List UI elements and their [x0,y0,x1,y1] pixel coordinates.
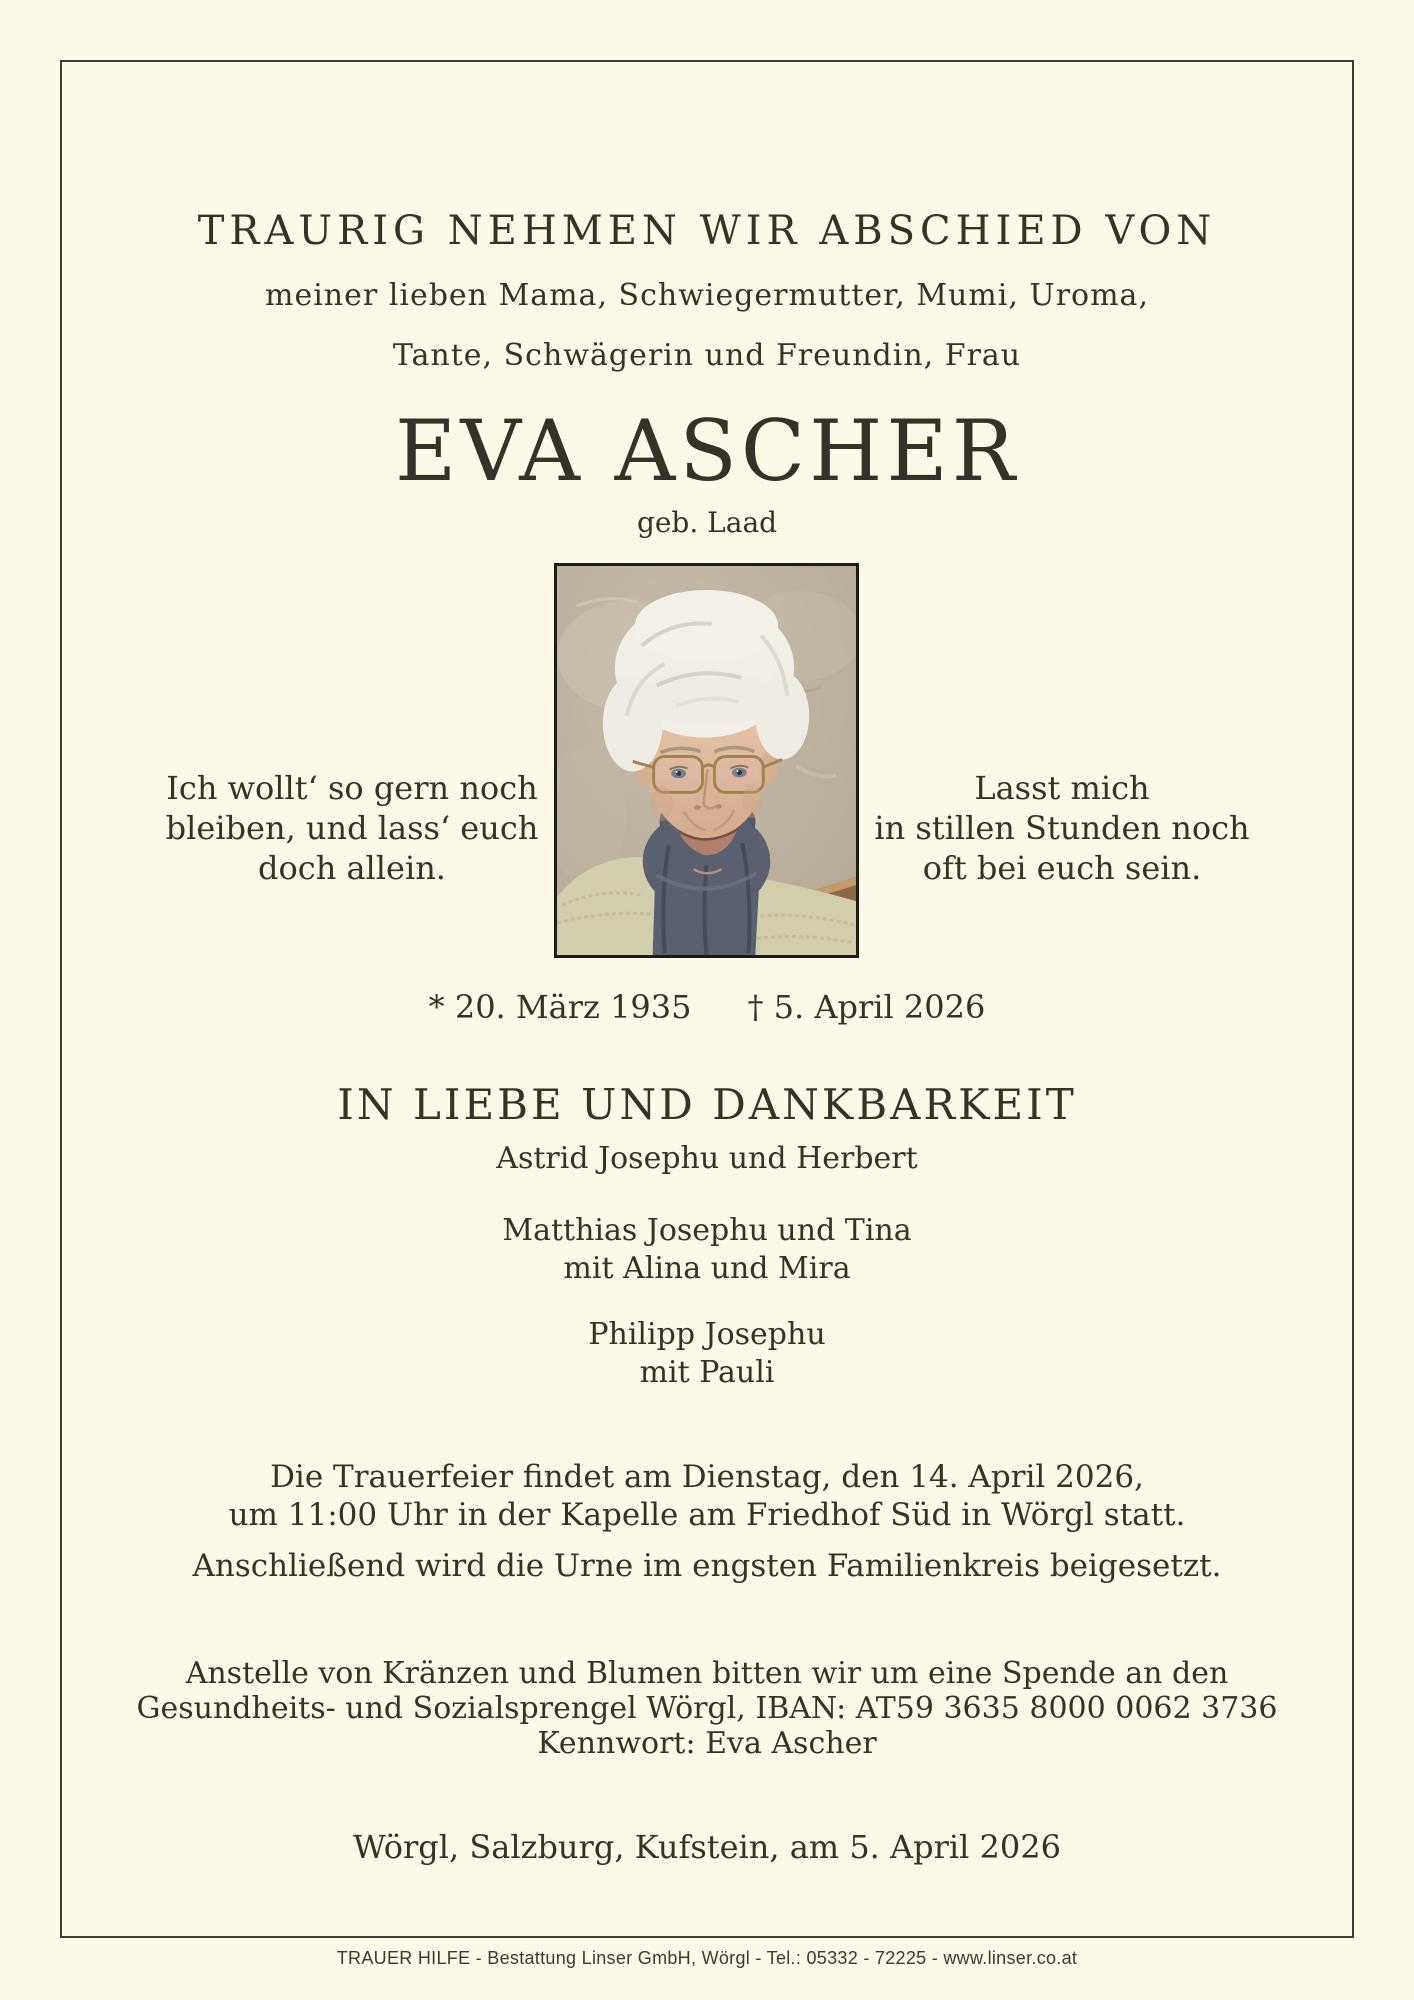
service-line-1: Die Trauerfeier findet am Dienstag, den 14. April 2026, [270,1459,1144,1495]
announcement-header: TRAURIG NEHMEN WIR ABSCHIED VON [197,208,1217,254]
portrait-illustration [557,566,856,955]
verse-left-line-1: Ich wollt‘ so gern noch [166,769,538,807]
donation-line-2: Gesundheits- und Sozialsprengel Wörgl, IBAN: AT59 3635 8000 0062 3736 [136,1691,1278,1726]
family-member-line: Astrid Josephu und Herbert [496,1141,918,1176]
farewell-verse-left [162,768,542,888]
family-member-line: Matthias Josephu und Tina [502,1213,912,1248]
death-date: † 5. April 2026 [747,988,986,1026]
family-group-2 [0,1212,1414,1288]
relations-line-2: Tante, Schwägerin und Freundin, Frau [392,338,1022,373]
family-member-line: mit Alina und Mira [563,1251,851,1286]
verse-right-line-3: oft bei euch sein. [922,849,1202,887]
tribute-header: IN LIEBE UND DANKBARKEIT [337,1080,1077,1129]
donation-line-3: Kennwort: Eva Ascher [537,1726,877,1761]
portrait-photo [554,563,859,958]
service-details [0,1458,1414,1534]
service-line-2: um 11:00 Uhr in der Kapelle am Friedhof Süd in Wörgl statt. [228,1497,1186,1533]
family-group-3 [0,1316,1414,1392]
burial-note: Anschließend wird die Urne im engsten Familienkreis beigesetzt. [192,1548,1222,1584]
funeral-home-footer: TRAUER HILFE - Bestattung Linser GmbH, Wörgl - Tel.: 05332 - 72225 - www.linser.co.at [336,1948,1078,1968]
family-member-line: mit Pauli [639,1355,775,1390]
farewell-verse-right [872,768,1252,888]
verse-left-line-3: doch allein. [258,849,446,887]
donation-request [0,1656,1414,1761]
verse-right-line-2: in stillen Stunden noch [874,809,1250,847]
closing-places-date: Wörgl, Salzburg, Kufstein, am 5. April 2026 [353,1828,1061,1866]
family-member-line: Philipp Josephu [588,1317,826,1352]
life-dates [0,988,1414,1026]
donation-line-1: Anstelle von Kränzen und Blumen bitten wir um eine Spende an den [185,1656,1229,1691]
relations-line-1: meiner lieben Mama, Schwiegermutter, Mumi, Uroma, [265,278,1149,313]
verse-right-line-1: Lasst mich [974,769,1150,807]
verse-left-line-2: bleiben, und lass‘ euch [165,809,539,847]
deceased-name: EVA ASCHER [395,402,1019,500]
birth-date: * 20. März 1935 [428,988,692,1026]
family-group-1 [0,1140,1414,1178]
maiden-name: geb. Laad [636,506,778,539]
